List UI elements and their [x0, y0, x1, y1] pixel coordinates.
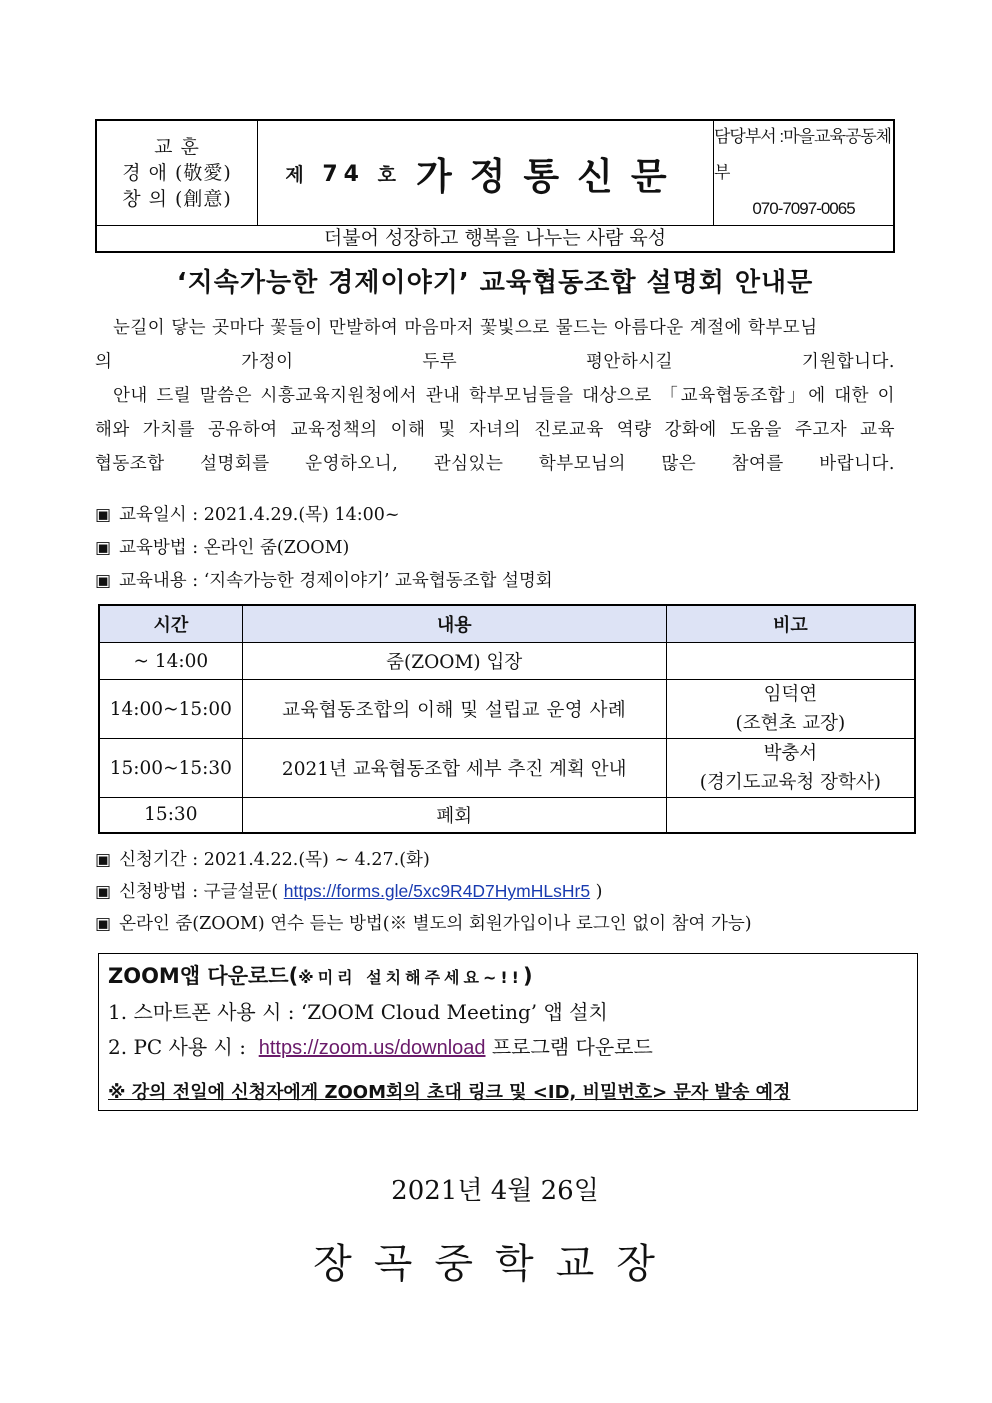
col-header-content: 내용	[242, 605, 666, 643]
note-title: (조현초 교장)	[735, 713, 846, 734]
schedule-table	[98, 604, 916, 834]
cell-time: 15:00~15:30	[99, 739, 242, 798]
bullet-content-text: 교육내용 : ‘지속가능한 경제이야기’ 교육협동조합 설명회	[119, 571, 553, 591]
school-motto	[97, 121, 258, 225]
cell-note	[666, 798, 915, 833]
square-bullet-icon: ▣	[95, 914, 112, 934]
cell-time: ~ 14:00	[99, 643, 242, 680]
newsletter-title: 가정통신문	[415, 155, 685, 198]
bullet-apply-period	[95, 846, 430, 871]
cell-note	[666, 643, 915, 680]
table-row	[99, 680, 915, 739]
motto-label: 교 훈	[154, 136, 200, 158]
issue-suffix: 호	[377, 163, 402, 186]
zoom-instructions-box	[98, 953, 918, 1111]
square-bullet-icon: ▣	[95, 850, 112, 870]
bullet-content	[95, 567, 553, 592]
col-header-note: 비고	[666, 605, 915, 643]
zoom-download-link[interactable]: https://zoom.us/download	[258, 1037, 486, 1059]
zoom-heading-note: ※미리 설치해주세요~!!	[298, 968, 523, 987]
cell-time: 14:00~15:00	[99, 680, 242, 739]
note-name: 박충서	[763, 743, 818, 764]
table-row	[99, 643, 915, 680]
zoom-warning: ※ 강의 전일에 신청자에게 ZOOM회의 초대 링크 및 <ID, 비밀번호> 문자 발송 예정	[108, 1082, 791, 1103]
p2-line3: 협동조합 설명회를 운영하오니, 관심있는 학부모님의 많은 참여를 바랍니다.	[95, 454, 895, 474]
document-date: 2021년 4월 26일	[391, 1176, 599, 1206]
apply-method-text: 신청방법 : 구글설문(	[119, 882, 279, 902]
p2-line2: 해와 가치를 공유하여 교육정책의 이해 및 자녀의 진로교육 역량 강화에 도움을 주고자 교육	[95, 420, 895, 440]
zoom-line-smartphone: 1. 스마트폰 사용 시 : ‘ZOOM Cloud Meeting’ 앱 설치	[108, 1000, 608, 1024]
cell-content: 2021년 교육협동조합 세부 추진 계획 안내	[242, 739, 666, 798]
google-form-link[interactable]: https://forms.gle/5xc9R4D7HymHLsHr5	[283, 881, 591, 901]
cell-note	[666, 739, 915, 798]
apply-method-close: )	[595, 882, 603, 902]
square-bullet-icon: ▣	[95, 882, 112, 902]
department-info	[713, 121, 893, 225]
header-box	[95, 119, 895, 253]
issue-number	[285, 160, 402, 187]
paragraph-1	[95, 311, 895, 379]
school-slogan: 더불어 성장하고 행복을 나누는 사람 육성	[323, 227, 667, 249]
zoom-howto-text: 온라인 줌(ZOOM) 연수 듣는 방법(※ 별도의 회원가입이나 로그인 없이 참여 가능)	[119, 914, 752, 934]
table-header-row	[99, 605, 915, 643]
motto-2: 창 의 (創意)	[122, 188, 232, 210]
paragraph-2	[95, 379, 895, 481]
square-bullet-icon: ▣	[95, 505, 112, 525]
note-title: (경기도교육청 장학사)	[699, 772, 881, 793]
p1-line1-text: 눈길이 닿는 곳마다 꽃들이 만발하여 마음마저 꽃빛으로 물드는 아름다운 계절에 학부모님	[113, 318, 818, 338]
motto-1: 경 애 (敬愛)	[122, 162, 232, 184]
col-header-time: 시간	[99, 605, 242, 643]
zoom-line-pc-prefix: 2. PC 사용 시 :	[108, 1035, 246, 1059]
cell-content: 교육협동조합의 이해 및 설립교 운영 사례	[242, 680, 666, 739]
cell-content: 줌(ZOOM) 입장	[242, 643, 666, 680]
issue-prefix: 제	[285, 163, 310, 186]
school-principal: 장곡중학교장	[313, 1241, 677, 1287]
header-top	[97, 121, 893, 226]
zoom-heading-text: ZOOM앱 다운로드(	[108, 964, 299, 988]
phone: 070-7097-0065	[752, 199, 855, 218]
table-row	[99, 798, 915, 833]
bullet-zoom-howto	[95, 910, 752, 935]
issue-num: 74	[322, 161, 365, 187]
square-bullet-icon: ▣	[95, 571, 112, 591]
bullet-apply-method	[95, 878, 603, 903]
document-title: ‘지속가능한 경제이야기’ 교육협동조합 설명회 안내문	[176, 268, 814, 298]
p2-line1: 안내 드릴 말씀은 시흥교육지원청에서 관내 학부모님들을 대상으로 「교육협동조합」에 대한 이	[113, 386, 895, 406]
bullet-method	[95, 534, 349, 559]
zoom-line-pc-suffix: 프로그램 다운로드	[491, 1035, 653, 1059]
bullet-method-text: 교육방법 : 온라인 줌(ZOOM)	[119, 538, 350, 558]
cell-time: 15:30	[99, 798, 242, 833]
newsletter-header	[257, 121, 713, 225]
cell-note	[666, 680, 915, 739]
bullet-date	[95, 501, 400, 526]
zoom-heading-close: )	[522, 964, 533, 988]
department: 담당부서 :마을교육공동체부	[714, 127, 892, 182]
p1-line1	[95, 311, 895, 345]
table-row	[99, 739, 915, 798]
apply-period-text: 신청기간 : 2021.4.22.(목) ~ 4.27.(화)	[119, 850, 430, 870]
zoom-heading	[108, 960, 533, 990]
square-bullet-icon: ▣	[95, 538, 112, 558]
note-name: 임덕연	[763, 684, 818, 705]
zoom-line-pc	[108, 1031, 653, 1060]
p1-line2: 의 가정이 두루 평안하시길 기원합니다.	[95, 352, 895, 372]
cell-content: 폐회	[242, 798, 666, 833]
bullet-date-text: 교육일시 : 2021.4.29.(목) 14:00~	[119, 505, 400, 525]
